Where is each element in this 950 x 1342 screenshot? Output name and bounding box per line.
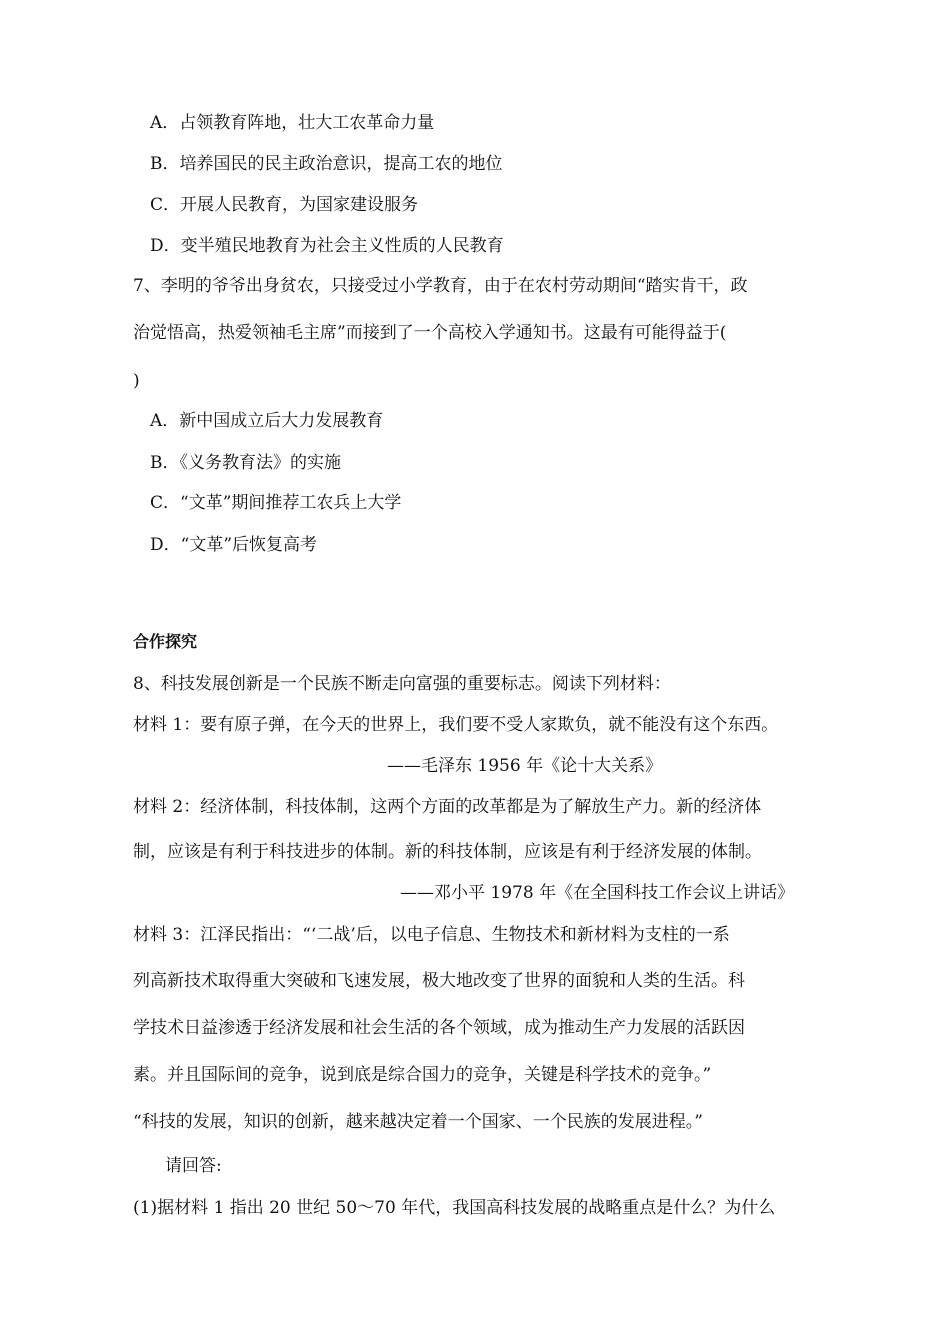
q7-option-b: B．《义务教育法》的实施 <box>150 453 341 473</box>
q8-stem: 8、科技发展创新是一个民族不断走向富强的重要标志。阅读下列材料： <box>133 674 671 694</box>
q6-option-c: C．开展人民教育，为国家建设服务 <box>150 195 419 215</box>
material-2-source: ——邓小平 1978 年《在全国科技工作会议上讲话》 <box>400 883 795 903</box>
q6-option-a: A．占领教育阵地，壮大工农革命力量 <box>150 113 435 133</box>
material-3-line-4: 素。并且国际间的竞争，说到底是综合国力的竞争，关键是科学技术的竞争。” <box>133 1065 712 1085</box>
material-1-source: ——毛泽东 1956 年《论十大关系》 <box>387 756 663 776</box>
q7-option-d: D．“文革”后恢复高考 <box>150 535 318 555</box>
q6-option-b: B．培养国民的民主政治意识，提高工农的地位 <box>150 154 503 174</box>
q7-option-a: A．新中国成立后大力发展教育 <box>150 411 384 431</box>
q6-option-d: D．变半殖民地教育为社会主义性质的人民教育 <box>150 236 504 256</box>
material-1: 材料 1：要有原子弹，在今天的世界上，我们要不受人家欺负，就不能没有这个东西。 <box>133 715 779 735</box>
sub-question-1: (1)据材料 1 指出 20 世纪 50～70 年代，我国高科技发展的战略重点是什么？为什么 <box>133 1198 776 1218</box>
answer-prompt: 请回答: <box>165 1156 222 1176</box>
q7-option-c: C．“文革”期间推荐工农兵上大学 <box>150 493 402 513</box>
section-heading: 合作探究 <box>133 632 198 651</box>
q7-stem-line-1: 7、李明的爷爷出身贫农，只接受过小学教育，由于在农村劳动期间“踏实肯干，政 <box>133 276 748 296</box>
material-3-line-5: “科技的发展，知识的创新，越来越决定着一个国家、一个民族的发展进程。” <box>133 1112 703 1132</box>
material-3-line-1: 材料 3：江泽民指出：“‘二战’后，以电子信息、生物技术和新材料为支柱的一系 <box>133 925 730 945</box>
material-2-line-2: 制，应该是有利于科技进步的体制。新的科技体制，应该是有利于经济发展的体制。 <box>133 842 762 862</box>
material-3-line-3: 学技术日益渗透于经济发展和社会生活的各个领域，成为推动生产力发展的活跃因 <box>133 1018 745 1038</box>
material-2-line-1: 材料 2：经济体制，科技体制，这两个方面的改革都是为了解放生产力。新的经济体 <box>133 797 762 817</box>
material-3-line-2: 列高新技术取得重大突破和飞速发展，极大地改变了世界的面貌和人类的生活。科 <box>133 971 745 991</box>
q7-stem-line-2: 治觉悟高，热爱领袖毛主席”而接到了一个高校入学通知书。这最有可能得益于( <box>133 323 727 343</box>
q7-stem-line-3: ) <box>133 371 140 391</box>
